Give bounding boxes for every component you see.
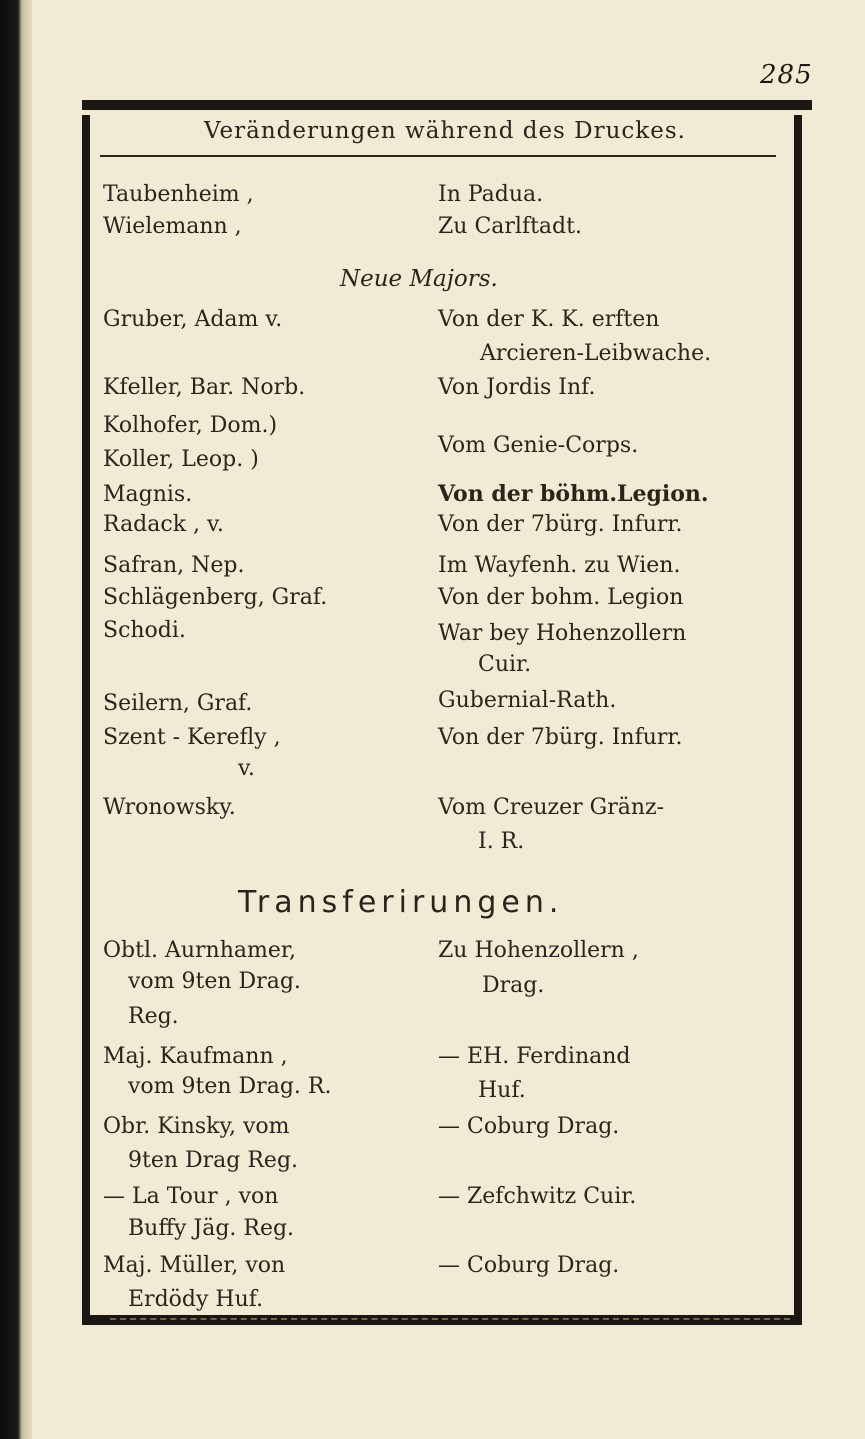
major-origin-cont: I. R. [478,829,525,854]
major-name-cont: v. [238,756,255,781]
section-title-transfers: Transferirungen. [238,885,564,920]
major-name: Schodi. [103,618,186,643]
transfer-dest: — Zefchwitz Cuir. [438,1184,637,1209]
major-origin: War bey Hohenzollern [438,621,687,646]
major-origin: Von der bohm. Legion [438,585,684,610]
transfer-dest-cont: Drag. [482,973,545,998]
major-origin: Von der 7bürg. Infurr. [438,512,683,537]
entry-place: In Padua. [438,182,544,207]
page-heading: Veränderungen während des Druckes. [204,118,686,144]
major-name: Radack , v. [103,512,224,537]
transfer-name: — La Tour , von [103,1184,279,1209]
major-origin: Vom Genie-Corps. [438,433,639,458]
page-number: 285 [760,60,813,90]
transfer-dest: — EH. Ferdinand [438,1044,631,1069]
entry-name: Wielemann , [103,214,242,239]
major-name: Magnis. [103,482,193,507]
transfer-dest-cont: Huf. [478,1078,526,1103]
book-binding-edge [0,0,32,1439]
transfer-dest: Zu Hohenzollern , [438,938,639,963]
major-name: Schlägenberg, Graf. [103,585,328,610]
transfer-name: Maj. Müller, von [103,1253,286,1278]
major-origin-cont: Arcieren-Leibwache. [480,341,712,366]
major-origin: Von Jordis Inf. [438,375,596,400]
transfer-dest: — Coburg Drag. [438,1114,620,1139]
transfer-name: Obtl. Aurnhamer, [103,938,296,963]
transfer-name-cont: Reg. [128,1004,179,1029]
transfer-name-cont: Erdödy Huf. [128,1287,264,1312]
major-name: Kolhofer, Dom.) [103,413,278,438]
major-name: Seilern, Graf. [103,691,253,716]
top-rule [82,100,812,110]
bottom-dash-rule [110,1318,790,1320]
section-title-majors: Neue Majors. [340,266,498,292]
major-name: Szent - Kerefly , [103,725,281,750]
major-origin: Von der 7bürg. Infurr. [438,725,683,750]
entry-place: Zu Carlftadt. [438,214,582,239]
page-frame [82,115,802,1325]
transfer-name: Obr. Kinsky, vom [103,1114,290,1139]
major-name: Safran, Nep. [103,553,245,578]
transfer-name-cont: vom 9ten Drag. [128,969,301,994]
entry-name: Taubenheim , [103,182,254,207]
transfer-name: Maj. Kaufmann , [103,1044,288,1069]
major-name: Gruber, Adam v. [103,307,283,332]
major-name: Kfeller, Bar. Norb. [103,375,306,400]
major-name: Koller, Leop. ) [103,447,259,472]
transfer-name-cont: vom 9ten Drag. R. [128,1074,332,1099]
major-origin-cont: Cuir. [478,652,532,677]
transfer-name-cont: Buffy Jäg. Reg. [128,1216,295,1241]
major-origin: Von der K. K. erften [438,307,660,332]
major-origin: Vom Creuzer Gränz- [438,795,665,820]
transfer-name-cont: 9ten Drag Reg. [128,1148,299,1173]
major-origin: Gubernial-Rath. [438,688,617,713]
major-origin: Im Wayfenh. zu Wien. [438,553,681,578]
transfer-dest: — Coburg Drag. [438,1253,620,1278]
major-origin: Von der böhm.Legion. [438,481,709,507]
heading-rule [100,155,776,157]
major-name: Wronowsky. [103,795,236,820]
